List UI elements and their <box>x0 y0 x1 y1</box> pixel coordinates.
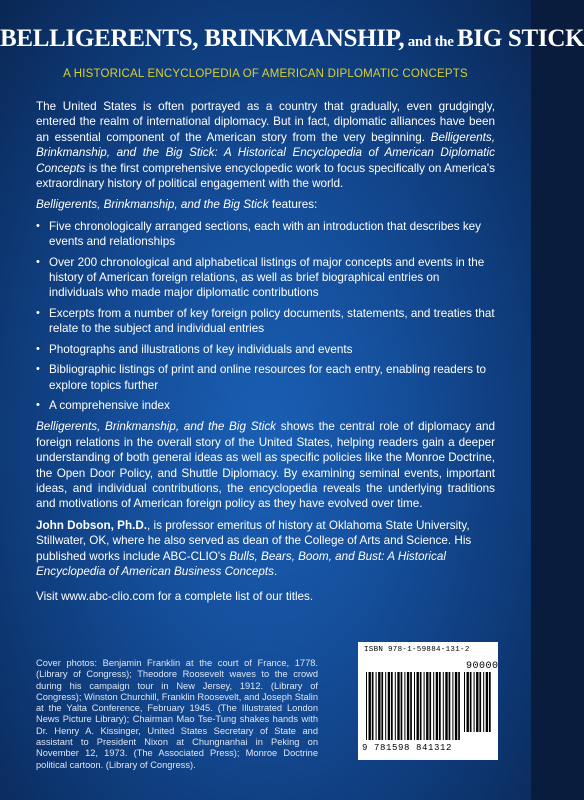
features-lead-end: features: <box>268 198 318 212</box>
list-item <box>36 219 495 250</box>
bullet-icon: • <box>36 306 40 319</box>
feature-text: Five chronologically arranged sections, each with an introduction that describes key events and relationships <box>49 219 482 249</box>
features-book-title: Belligerents, Brinkmanship, and the Big Stick <box>36 198 269 212</box>
list-item <box>36 362 495 393</box>
list-item <box>36 306 495 337</box>
title-part-1: BELLIGERENTS, BRINKMANSHIP, <box>0 25 405 52</box>
intro-text: The United States is often portrayed as a country that gradually, even grudgingly, entered the realm of international diplomacy. But in fact, diplomatic alliances have been an essential component of the American story from the very beginning. <box>36 100 495 144</box>
bullet-icon: • <box>36 342 40 355</box>
photo-credits: Cover photos: Benjamin Franklin at the court of France, 1778. (Library of Congress); Theodore Roosevelt waves to the crowd during his campaign tour in New Jersey, 1912. (Library of Congress); Winston Churchill, Franklin Roosevelt, and Joseph Stalin at the Yalta Conference, February 1945. (The Illustrated London News Picture Library); Chairman Mao Tse-Tung shakes hands with Dr. Henry A. Kissinger, United States Secretary of State and assistant to President Nixon at Chungnanhai in Peking on November 12, 1973. (The Associated Press); Monroe Doctrine political cartoon. (Library of Congress). <box>36 658 318 770</box>
price-code: 90000 <box>466 661 499 672</box>
list-item <box>36 398 495 413</box>
author-works-title: Bulls, Bears, Boom, and Bust: A Historical Encyclopedia of American Business Concepts <box>36 549 446 578</box>
features-list <box>36 219 495 413</box>
publisher-note: Visit www.abc-clio.com for a complete list of our titles. <box>36 590 314 604</box>
summary-paragraph <box>36 419 495 511</box>
author-bio-end: . <box>273 564 278 578</box>
summary-book-title: Belligerents, Brinkmanship, and the Big Stick <box>36 420 277 434</box>
bullet-icon: • <box>36 255 40 268</box>
list-item <box>36 342 495 357</box>
author-name: John Dobson, Ph.D. <box>36 518 148 532</box>
book-subtitle: A HISTORICAL ENCYCLOPEDIA OF AMERICAN DIPLOMATIC CONCEPTS <box>63 68 468 80</box>
intro-book-title: Belligerents, Brinkmanship, and the Big Stick: A Historical Encyclopedia of American Diplomatic Concepts <box>36 130 495 175</box>
barcode-bars <box>366 672 462 740</box>
book-title <box>0 25 584 53</box>
cover-copy <box>36 99 495 605</box>
isbn-label: ISBN 978-1-59884-131-2 <box>364 646 470 654</box>
feature-text: Over 200 chronological and alphabetical listings of major concepts and events in the history of American foreign relations, as well as brief biographical entries on individuals who made major diplomatic contributions <box>49 255 485 300</box>
feature-text: Excerpts from a number of key foreign policy documents, statements, and treaties that relate to the subject and individual entries <box>49 306 495 336</box>
intro-paragraph <box>36 99 495 191</box>
addon-barcode-bars <box>464 672 492 732</box>
bullet-icon: • <box>36 398 40 411</box>
author-bio <box>36 518 495 580</box>
features-lead <box>36 197 495 212</box>
summary-text: shows the central role of diplomacy and foreign relations in the overall story of the United States, helping readers gain a deeper understanding of both general ideas as well as specific policies like the Monroe Doctrine, the Open Door Policy, and Shuttle Diplomacy. By examining seminal events, important ideas, and individual contributions, the encyclopedia reveals the underlying traditions and motivations of American foreign policy as they have evolved over time. <box>36 420 495 511</box>
list-item <box>36 255 495 301</box>
bullet-icon: • <box>36 363 40 376</box>
title-part-2: BIG STICK <box>457 25 584 52</box>
title-connector: and the <box>404 34 458 50</box>
feature-text: A comprehensive index <box>49 398 170 412</box>
feature-text: Photographs and illustrations of key individuals and events <box>49 342 353 356</box>
bullet-icon: • <box>36 219 40 232</box>
intro-text-end: is the first comprehensive encyclopedic work to focus specifically on America's extraordinary history of political engagement with the world. <box>36 161 495 191</box>
feature-text: Bibliographic listings of print and online resources for each entry, enabling readers to explore topics further <box>49 363 487 392</box>
isbn-barcode <box>358 642 498 760</box>
barcode-digits: 9 781598 841312 <box>362 743 453 753</box>
author-bio-text: , is professor emeritus of history at Oklahoma State University, Stillwater, OK, where he also served as dean of the College of Arts and Science. His published works include ABC-CLIO's <box>36 518 472 563</box>
